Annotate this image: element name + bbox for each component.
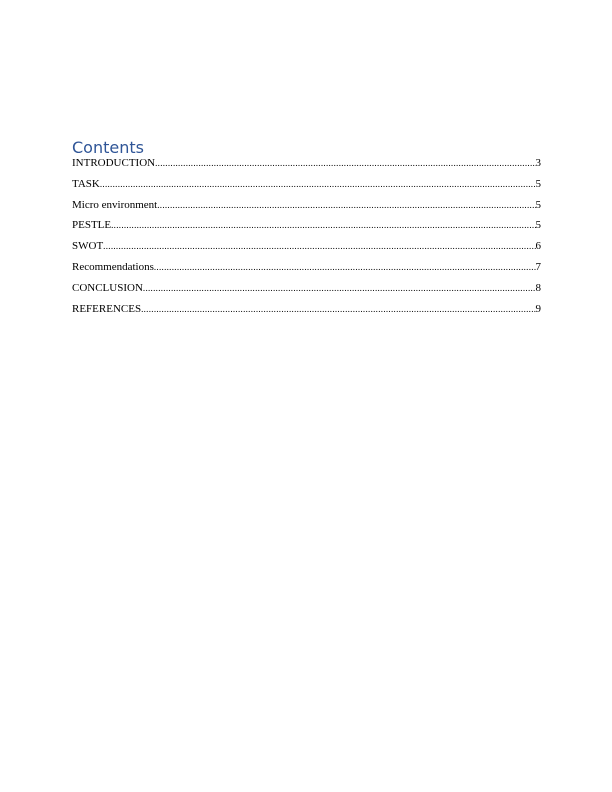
toc-leader-dots xyxy=(154,262,536,272)
toc-entry-page: 9 xyxy=(535,302,541,315)
toc-title: Contents xyxy=(72,138,144,157)
toc-entry-swot[interactable] xyxy=(72,240,541,261)
toc-entry-page: 3 xyxy=(535,157,541,169)
toc-entry-label: Micro environment xyxy=(72,198,158,211)
toc-leader-dots xyxy=(155,158,535,168)
toc-entry-page: 5 xyxy=(535,219,541,232)
toc-entry-label: TASK xyxy=(72,177,100,190)
toc-entry-introduction[interactable] xyxy=(72,157,541,178)
toc-entry-label: SWOT xyxy=(72,240,104,253)
toc-entry-conclusion[interactable] xyxy=(72,282,541,303)
toc-entry-page: 7 xyxy=(535,260,541,273)
toc-entry-task[interactable] xyxy=(72,178,541,199)
toc-entry-pestle[interactable] xyxy=(72,219,541,240)
toc-entry-page: 5 xyxy=(535,177,541,190)
toc-leader-dots xyxy=(103,241,535,251)
toc-leader-dots xyxy=(111,220,535,230)
toc-list xyxy=(72,157,541,323)
toc-leader-dots xyxy=(143,283,536,293)
toc-leader-dots xyxy=(100,179,536,189)
toc-leader-dots xyxy=(157,200,535,210)
table-of-contents xyxy=(72,138,541,323)
toc-leader-dots xyxy=(141,304,535,314)
toc-entry-page: 5 xyxy=(535,198,541,211)
toc-entry-label: Recommendations xyxy=(72,260,154,273)
toc-entry-page: 8 xyxy=(535,281,541,294)
toc-entry-label: REFERENCES xyxy=(72,302,142,315)
toc-entry-micro-environment[interactable] xyxy=(72,199,541,220)
toc-entry-references[interactable] xyxy=(72,303,541,324)
toc-entry-page: 6 xyxy=(535,240,541,253)
toc-entry-label: CONCLUSION xyxy=(72,281,143,294)
toc-entry-label: INTRODUCTION xyxy=(72,157,156,169)
toc-entry-label: PESTLE xyxy=(72,219,112,232)
toc-entry-recommendations[interactable] xyxy=(72,261,541,282)
